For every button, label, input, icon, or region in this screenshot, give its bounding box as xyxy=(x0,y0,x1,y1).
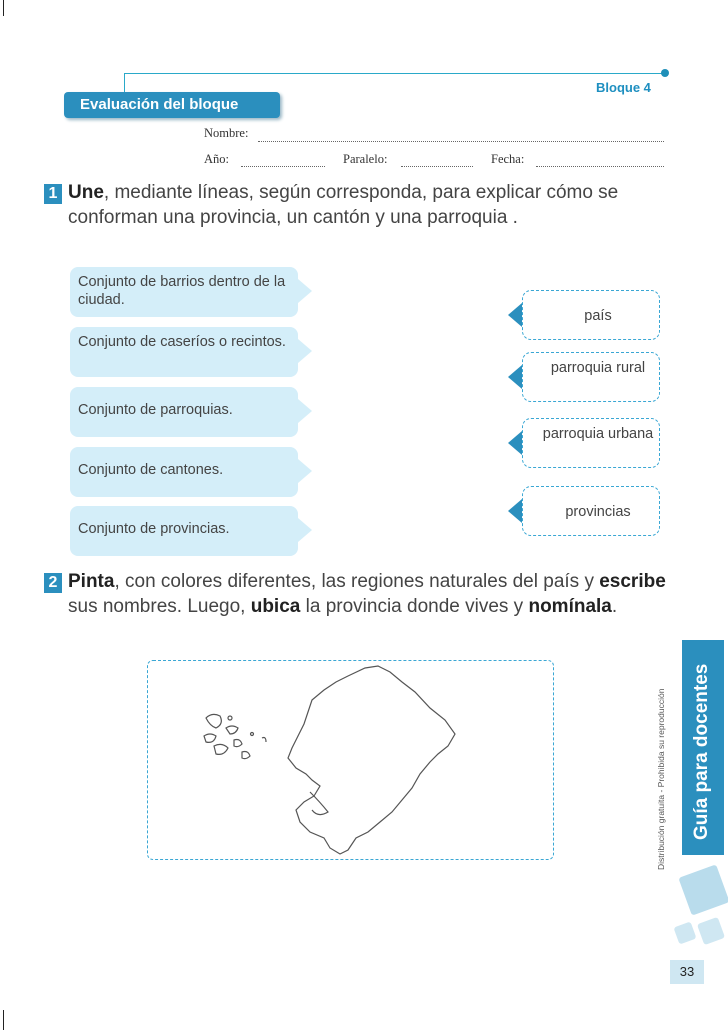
left-item-2[interactable]: Conjunto de caseríos o recintos. xyxy=(70,327,298,377)
left-item-1-arrow xyxy=(298,279,312,303)
crop-mark-bottom xyxy=(3,1010,4,1030)
left-item-4-arrow xyxy=(298,459,312,483)
right-item-4[interactable]: provincias xyxy=(522,486,660,536)
right-item-1[interactable]: país xyxy=(522,290,660,340)
name-field[interactable] xyxy=(258,140,664,142)
crop-mark-top xyxy=(3,0,4,16)
year-label: Año: xyxy=(204,152,229,166)
distribution-note: Distribución gratuita - Prohibida su reproducción xyxy=(656,688,666,870)
right-item-3-arrow xyxy=(508,431,522,455)
decorative-shape xyxy=(697,917,725,945)
right-item-3[interactable]: parroquia urbana xyxy=(522,418,660,468)
question-1-text xyxy=(68,180,668,230)
question-1-number: 1 xyxy=(44,184,62,204)
name-label: Nombre: xyxy=(204,126,249,140)
right-item-2-arrow xyxy=(508,365,522,389)
question-2-number: 2 xyxy=(44,573,62,593)
left-item-3-arrow xyxy=(298,399,312,423)
parallel-label: Paralelo: xyxy=(343,152,388,166)
left-item-1[interactable]: Conjunto de barrios dentro de la ciudad. xyxy=(70,267,298,317)
question-1-verb: Une xyxy=(68,182,104,203)
ecuador-map-icon xyxy=(180,662,520,858)
left-item-4[interactable]: Conjunto de cantones. xyxy=(70,447,298,497)
right-item-1-arrow xyxy=(508,303,522,327)
question-1-instruction: , mediante líneas, según corresponda, para explicar cómo se conforman una provincia, un cantón y una parroquia . xyxy=(68,182,619,228)
right-item-2[interactable]: parroquia rural xyxy=(522,352,660,402)
section-tag: Evaluación del bloque xyxy=(64,92,280,118)
guide-title: Guía para docentes xyxy=(691,663,712,840)
page-number: 33 xyxy=(670,960,704,984)
header-dot xyxy=(661,69,669,77)
left-item-3[interactable]: Conjunto de parroquias. xyxy=(70,387,298,437)
decorative-shape xyxy=(673,921,696,944)
date-field[interactable] xyxy=(536,165,664,167)
left-item-5-arrow xyxy=(298,518,312,542)
parallel-field[interactable] xyxy=(401,165,473,167)
question-2-text: Pinta, con colores diferentes, las regiones naturales del país y escribe sus nombres. Luego, ubica la provincia donde vives y nomínala. xyxy=(68,571,666,617)
right-item-4-arrow xyxy=(508,499,522,523)
left-item-2-arrow xyxy=(298,339,312,363)
date-label: Fecha: xyxy=(491,152,525,166)
block-label: Bloque 4 xyxy=(596,80,651,95)
left-item-5[interactable]: Conjunto de provincias. xyxy=(70,506,298,556)
year-field[interactable] xyxy=(241,165,325,167)
decorative-shape xyxy=(678,864,728,915)
header-rule xyxy=(124,73,666,74)
